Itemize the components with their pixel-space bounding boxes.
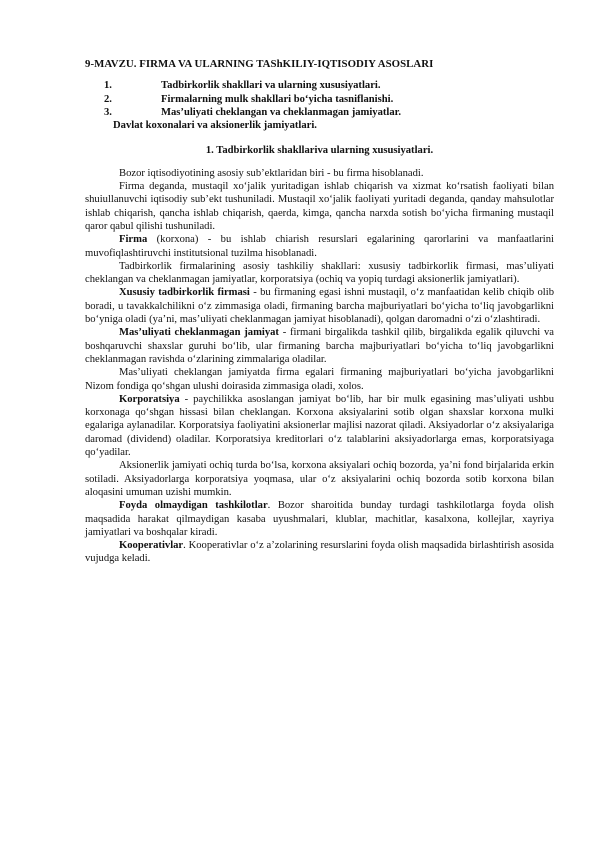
paragraph-text: - firmani birgalikda tashkil qilib, birgalikda egalik qiluvchi va boshqaruvchi shaxslar guruhi bo‘lib, ular firmaning barcha majburiyatlari bo‘yicha to‘liq javobgarlikni cheklanmagan ravishda o‘zlarining zimmalariga oladilar. <box>85 327 555 365</box>
outline-item <box>85 93 554 106</box>
outline-text: Tadbirkorlik shakllari va ularning xususiyatlari. <box>161 80 381 92</box>
paragraph: Aksionerlik jamiyati ochiq turda bo‘lsa, korxona aksiyalari ochiq bozorda, ya’ni fond birjalarida erkin sotiladi. Aksiyadorlarga korporatsiya yoqmasa, ular o‘z aksiyalarini ochiq bozorda sotib korxona bilan aloqasini umuman uzishi mumkin. <box>85 460 554 498</box>
topic-outline <box>85 79 554 132</box>
paragraph: Bozor iqtisodiyotining asosiy sub’ektlaridan biri - bu firma hisoblanadi. <box>119 167 424 179</box>
paragraph <box>85 393 554 459</box>
outline-number: 3. <box>104 106 112 118</box>
paragraph-text: . Kooperativlar o‘z a’zolarining resurslarini foyda olish maqsadida birlashtirish asosida vujudga keladi. <box>85 540 554 565</box>
term-unlimited-liability: Mas’uliyati cheklanmagan jamiyat <box>119 327 279 339</box>
paragraph-text: (korxona) - bu ishlab chiarish resurslari egalarining qarorlarini va manfaatlarini muvofiqlashtiruvchi institutsional tuzilma hisoblanadi. <box>85 234 554 259</box>
paragraph-text: . Bozor sharoitida bunday turdagi tashkilotlarga foyda olish maqsadida harakat qilmaydigan kasaba uyushmalari, klublar, machitlar, kasalxona, kollejlar, xayriya jamiyatlari va boshqalar kiradi. <box>85 500 554 538</box>
outline-number: 2. <box>104 93 112 105</box>
paragraph: Tadbirkorlik firmalarining asosiy tashkiliy shakllari: xususiy tadbirkorlik firmasi, mas’uliyati cheklangan va cheklanmagan jamiyatlar, korporatsiya (ochiq va yopiq turdagi aksionerlik jamiyatlari). <box>85 260 554 286</box>
term-nonprofit: Foyda olmaydigan tashkilotlar <box>119 500 268 512</box>
paragraph <box>85 233 554 260</box>
paragraph: Firma deganda, mustaqil xo‘jalik yuritadigan ishlab chiqarish va xizmat ko‘rsatish faoliyati bilan shuiullanuvchi iqtisodiy sub’ekt tushuniladi. Mustaqil xo‘jalik faoliyati yuritadi deganda, qanday mahsulotlar ishlab chiqarish, qancha ishlab chiqarish, qaerda, kimga, qancha narxda sotish bo‘yicha firmaning mustaqil qaror qabul qilishi tushuniladi. <box>85 181 554 232</box>
paragraph <box>85 499 554 539</box>
outline-item-unnumbered: Davlat koxonalari va aksionerlik jamiyatlari. <box>113 120 317 132</box>
outline-number: 1. <box>104 80 112 92</box>
document-title: 9-MAVZU. FIRMA VA ULARNING TAShKILIY-IQTISODIY ASOSLARI <box>85 58 434 70</box>
outline-item <box>85 106 554 119</box>
term-firma: Firma <box>119 234 148 246</box>
term-cooperatives: Kooperativlar <box>119 540 184 552</box>
paragraph <box>85 326 554 366</box>
outline-item <box>85 79 554 92</box>
paragraph <box>85 539 554 566</box>
paragraph: Mas’uliyati cheklangan jamiyatda firma egalari firmaning majburiyatlari bo‘yicha javobgarlikni Nizom fondiga qo‘shgan ulushi doirasida zimmasiga oladi, xolos. <box>85 367 554 392</box>
paragraph <box>85 286 554 326</box>
section-heading: 1. Tadbirkorlik shakllariva ularning xususiyatlari. <box>205 145 434 157</box>
outline-text: Firmalarning mulk shakllari bo‘yicha tasniflanishi. <box>161 93 394 105</box>
term-corporation: Korporatsiya <box>119 393 180 405</box>
paragraph-text: - bu firmaning egasi ishni mustaqil, o‘z manfaatidan kelib chiqib olib boradi, u tavakkalchilikni o‘z zimmasiga oladi, firmaning barcha majburiyatlari bo‘yicha to‘liq javobgarlikni bo‘yniga oladi (ya’ni, mas’uliyati cheklanmagan jamiyat hisoblanadi), qolgan daromadni o‘zi o‘zlashtiradi. <box>85 287 554 326</box>
outline-text: Mas’uliyati cheklangan va cheklanmagan jamiyatlar. <box>161 106 402 118</box>
paragraph-text: - paychilikka asoslangan jamiyat bo‘lib, har bir mulk egasining mas’uliyati ushbu korxonaga qo‘shgan hissasi bilan cheklangan. Korxona aksiyalarini sotib olgan shaxslar korxona mulki egalariga aylanadilar. Korporatsiya faoliyatini aksionerlar majlisi nazorat qiladi. Aksiyadorlar o‘z aksiyalariga daromad (dividend) oladilar. Korporatsiya kreditorlari o‘z talablarini aksiyadorlarga emas, korporatsiyaga qo‘yadilar. <box>85 393 554 459</box>
term-private-firm: Xususiy tadbirkorlik firmasi <box>119 287 250 299</box>
